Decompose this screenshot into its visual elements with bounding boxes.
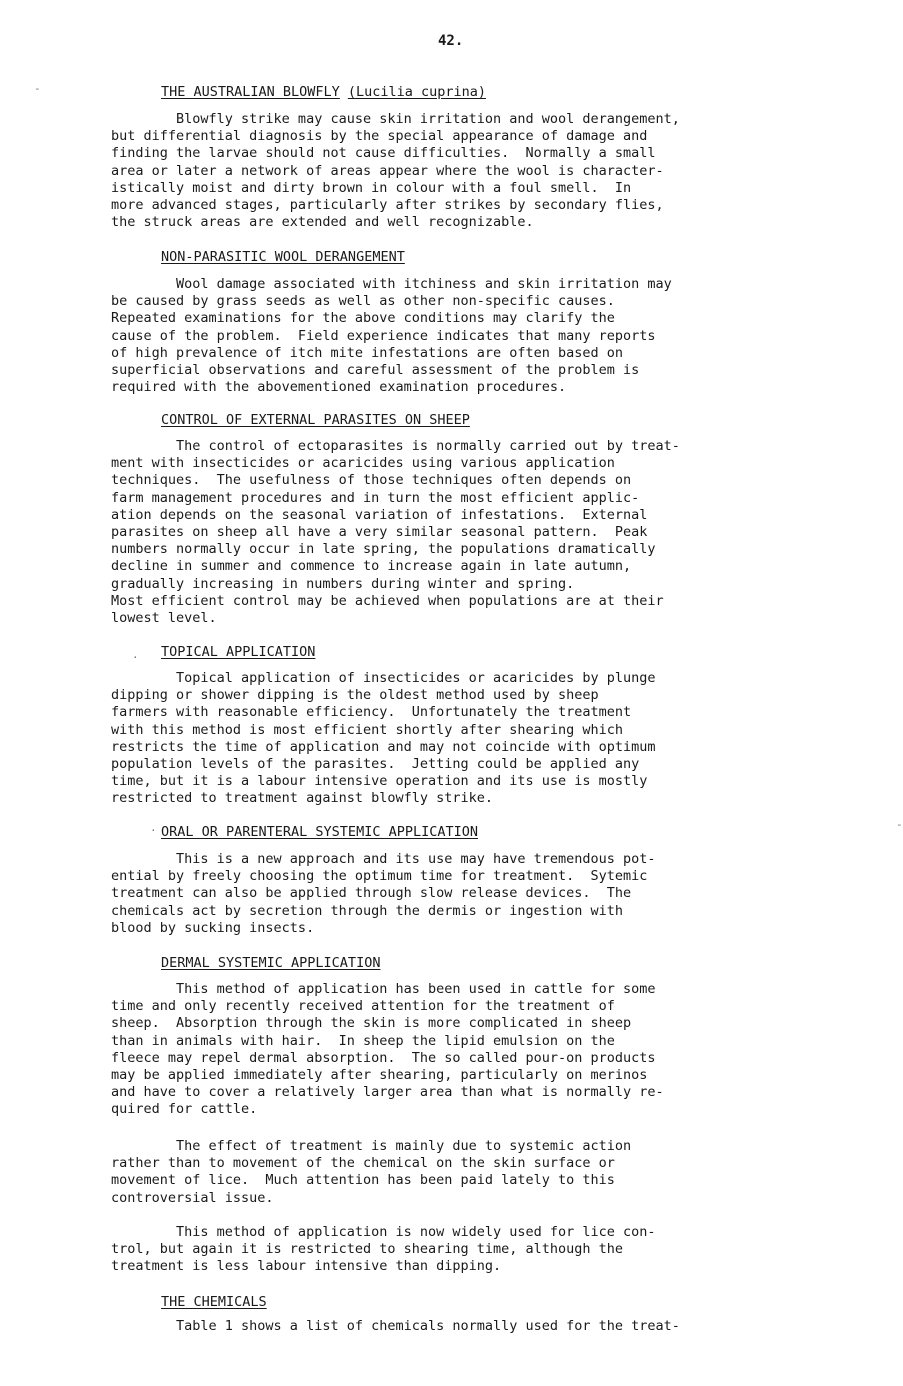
text-line: trol, but again it is restricted to shearing time, although the [111,1241,624,1258]
text-line: be caused by grass seeds as well as other non-specific causes. [111,293,615,310]
text-line: chemicals act by secretion through the dermis or ingestion with [111,902,624,919]
text-line: decline in summer and commence to increase again in late autumn, [111,558,632,575]
scan-mark: - [34,82,41,95]
paragraph-topical [111,670,791,808]
text-line: dipping or shower dipping is the oldest method used by sheep [111,687,599,704]
scan-mark: · [150,824,157,837]
paragraph-non-parasitic [111,276,791,396]
text-line: lowest level. [111,609,217,626]
text-line: than in animals with hair. In sheep the lipid emulsion on the [111,1032,615,1049]
text-line: This method of application is now widely used for lice con- [111,1224,656,1240]
section-heading-oral-parenteral: ORAL OR PARENTERAL SYSTEMIC APPLICATION [161,824,478,840]
text-line: blood by sucking insects. [111,919,315,936]
text-line: treatment can also be applied through slow release devices. The [111,885,632,902]
text-line: ation depends on the seasonal variation of infestations. External [111,506,648,523]
text-line: movement of lice. Much attention has been paid lately to this [111,1172,615,1189]
section-heading-dermal: DERMAL SYSTEMIC APPLICATION [161,955,381,971]
text-line: superficial observations and careful assessment of the problem is [111,361,640,378]
text-line: population levels of the parasites. Jetting could be applied any [111,755,640,772]
text-line: istically moist and dirty brown in colour with a foul smell. In [111,179,632,196]
text-line: with this method is most efficient shortly after shearing which [111,721,624,738]
text-line: area or later a network of areas appear where the wool is character- [111,162,664,179]
text-line: quired for cattle. [111,1101,258,1118]
text-line: cause of the problem. Field experience indicates that many reports [111,327,656,344]
text-line: gradually increasing in numbers during winter and spring. [111,575,575,592]
heading-scientific-name: (Lucilia cuprina) [347,84,486,100]
text-line: fleece may repel dermal absorption. The so called pour-on products [111,1049,656,1066]
text-line: Blowfly strike may cause skin irritation and wool derangement, [111,111,680,127]
paragraph-dermal-2 [111,1138,791,1207]
text-line: ential by freely choosing the optimum time for treatment. Sytemic [111,868,648,885]
text-line: time, but it is a labour intensive operation and its use is mostly [111,773,648,790]
page-number: 42. [438,33,464,49]
text-line: parasites on sheep all have a very similar seasonal pattern. Peak [111,523,648,540]
text-line: more advanced stages, particularly after strikes by secondary flies, [111,196,664,213]
section-heading-chemicals: THE CHEMICALS [161,1294,267,1310]
paragraph-dermal-3 [111,1224,791,1276]
section-heading-control: CONTROL OF EXTERNAL PARASITES ON SHEEP [161,412,470,428]
text-line: restricts the time of application and may not coincide with optimum [111,738,656,755]
text-line: The effect of treatment is mainly due to systemic action [111,1138,632,1154]
text-line: farm management procedures and in turn the most efficient applic- [111,489,640,506]
section-heading-topical: TOPICAL APPLICATION [161,644,316,660]
text-line: techniques. The usefulness of those techniques often depends on [111,472,632,489]
text-line: Repeated examinations for the above conditions may clarify the [111,310,615,327]
section-heading-blowfly [161,84,486,101]
text-line: time and only recently received attention for the treatment of [111,998,615,1015]
text-line: numbers normally occur in late spring, the populations dramatically [111,541,656,558]
text-line: finding the larvae should not cause difficulties. Normally a small [111,145,656,162]
text-line: Wool damage associated with itchiness and skin irritation may [111,276,672,292]
section-heading-non-parasitic: NON-PARASITIC WOOL DERANGEMENT [161,249,405,265]
text-line: rather than to movement of the chemical on the skin surface or [111,1155,615,1172]
text-line: the struck areas are extended and well recognizable. [111,214,534,231]
text-line: Table 1 shows a list of chemicals normally used for the treat- [111,1318,680,1334]
text-line: treatment is less labour intensive than dipping. [111,1258,502,1275]
text-line: This method of application has been used in cattle for some [111,981,656,997]
text-line: restricted to treatment against blowfly strike. [111,790,494,807]
text-line: may be applied immediately after shearing, particularly on merinos [111,1066,648,1083]
text-line: This is a new approach and its use may have tremendous pot- [111,851,656,867]
paragraph-chemicals [111,1318,791,1335]
text-line: ment with insecticides or acaricides using various application [111,455,615,472]
paragraph-blowfly [111,111,791,231]
scan-mark: - [896,818,903,831]
paragraph-dermal-1 [111,981,791,1119]
text-line: Topical application of insecticides or acaricides by plunge [111,670,656,686]
text-line: Most efficient control may be achieved when populations are at their [111,592,664,609]
text-line: of high prevalence of itch mite infestations are often based on [111,344,624,361]
text-line: farmers with reasonable efficiency. Unfortunately the treatment [111,704,632,721]
paragraph-oral-parenteral [111,851,791,937]
text-line: The control of ectoparasites is normally carried out by treat- [111,438,680,454]
text-line: sheep. Absorption through the skin is more complicated in sheep [111,1015,632,1032]
text-line: required with the abovementioned examination procedures. [111,379,567,396]
heading-text: THE AUSTRALIAN BLOWFLY [161,84,340,100]
text-line: controversial issue. [111,1189,274,1206]
paragraph-control [111,438,791,627]
scan-mark: . [132,648,139,661]
text-line: but differential diagnosis by the special appearance of damage and [111,128,648,145]
text-line: and have to cover a relatively larger area than what is normally re- [111,1084,664,1101]
